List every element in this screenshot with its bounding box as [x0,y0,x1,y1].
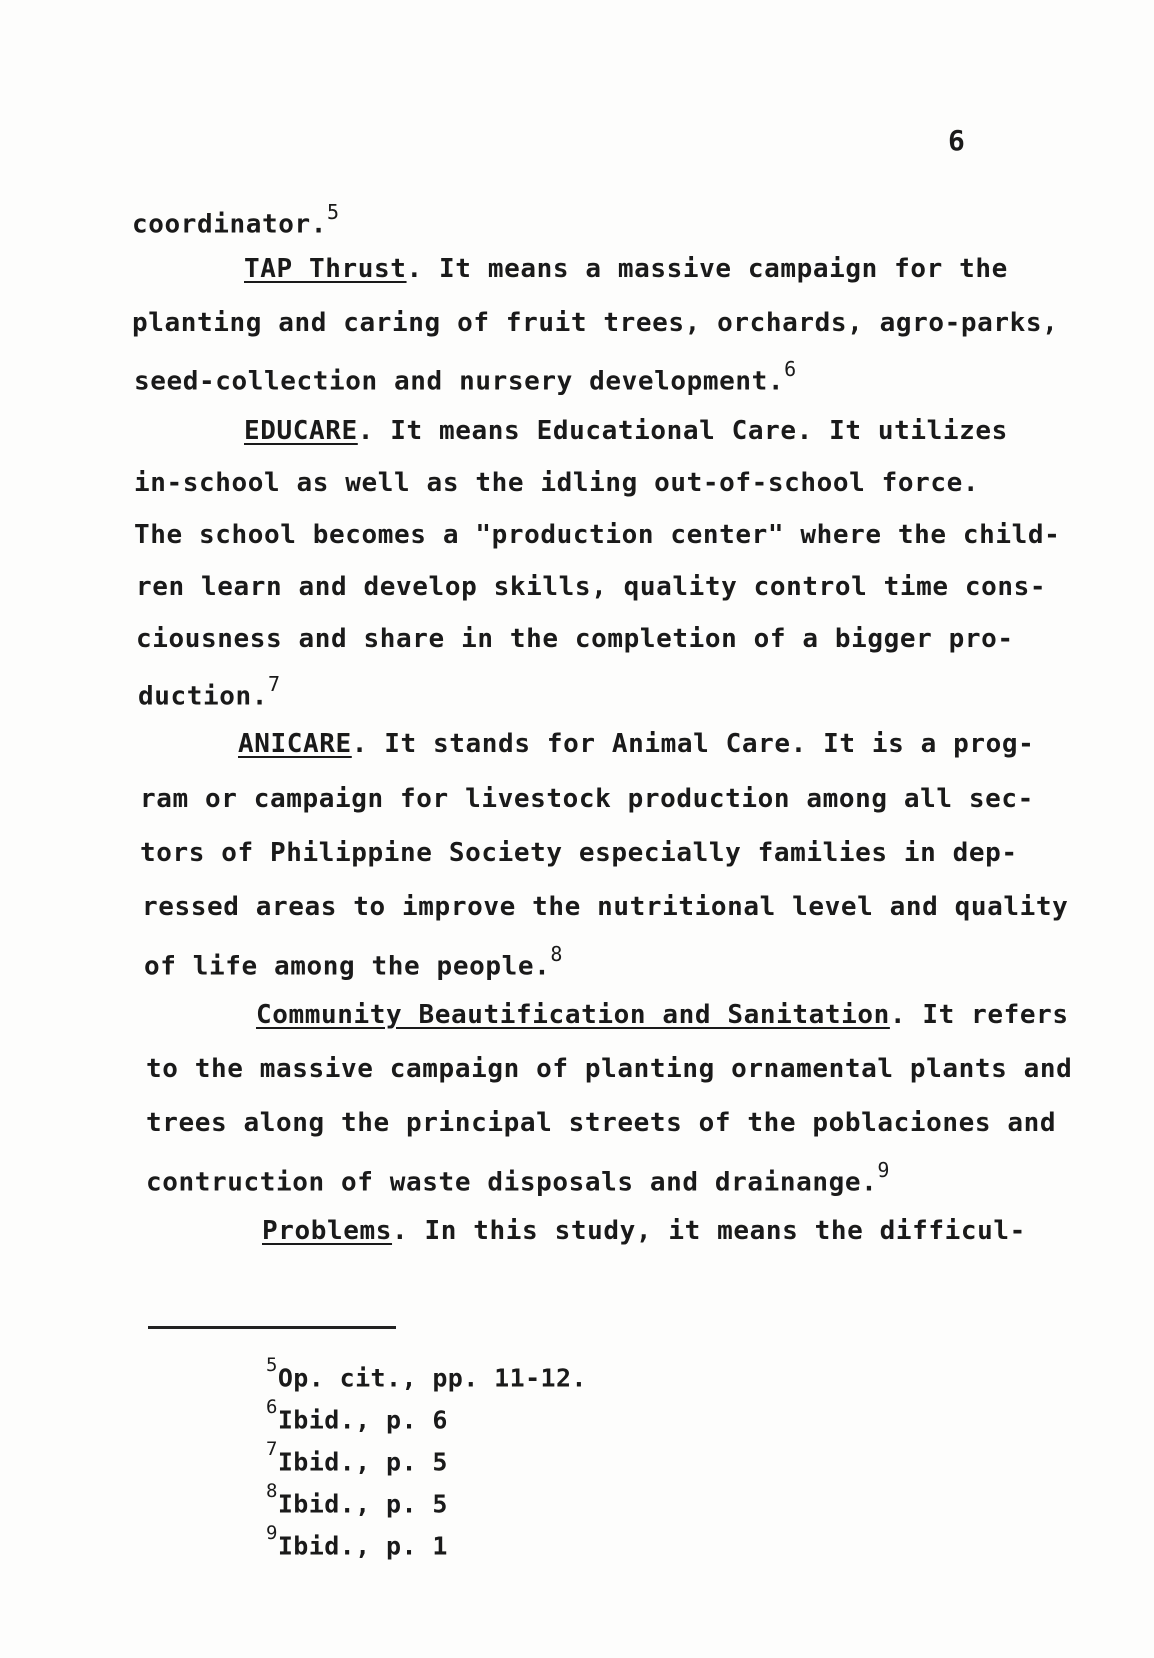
term-educare: EDUCARE [244,416,358,446]
definition-anicare-line-2: ram or campaign for livestock production among all sec- [140,784,1034,814]
definition-educare-line-4: ren learn and develop skills, quality control time cons- [136,572,1047,602]
footnote-text: Ibid., p. 5 [277,1447,448,1477]
footnote-ref: 8 [550,942,563,966]
footnote-7 [266,1438,448,1477]
footnote-ref: 6 [784,357,797,381]
definition-anicare-line-3: tors of Philippine Society especially families in dep- [140,838,1018,868]
definition-educare-line-1 [244,416,1008,446]
definition-community-line-2: to the massive campaign of planting ornamental plants and [146,1054,1073,1084]
footnote-ref: 5 [327,200,340,224]
definition-community-line-3: trees along the principal streets of the poblaciones and [146,1108,1057,1138]
definition-community-line-1 [256,1000,1069,1030]
text: duction. [138,681,269,712]
term-anicare: ANICARE [238,729,352,759]
definition-tap-line-1 [244,254,1008,284]
definition-educare-line-5: ciousness and share in the completion of a bigger pro- [136,624,1014,654]
footnote-5 [266,1354,587,1393]
definition-tap-line-3 [134,357,797,397]
text: . It means a massive campaign for the [406,254,1008,284]
definition-anicare-line-1 [238,729,1034,759]
footnote-text: Ibid., p. 1 [277,1531,448,1561]
footnote-number: 7 [266,1438,278,1460]
text: contruction of waste disposals and drainange. [146,1167,878,1198]
footnote-ref: 7 [268,672,281,696]
definition-educare-line-2: in-school as well as the idling out-of-school force. [134,468,980,498]
page-number: 6 [948,124,965,157]
text: seed-collection and nursery development. [134,366,785,397]
footnote-text: Ibid., p. 6 [277,1405,448,1435]
text: coordinator. [132,209,328,240]
footnote-number: 6 [266,1396,278,1418]
text: . It refers [889,1000,1069,1030]
footnote-text: Ibid., p. 5 [277,1489,448,1519]
footnote-divider [148,1326,396,1329]
text: . It stands for Animal Care. It is a prog- [351,729,1035,759]
footnote-text: Op. cit., pp. 11-12. [277,1363,587,1393]
definition-anicare-line-4: ressed areas to improve the nutritional level and quality [142,892,1069,922]
text: . In this study, it means the difficul- [392,1216,1026,1246]
footnote-number: 9 [266,1522,278,1544]
definition-problems-line-1 [262,1216,1026,1246]
footnote-6 [266,1396,448,1435]
footnote-ref: 9 [877,1158,891,1182]
text: . It means Educational Care. It utilizes [357,416,1008,446]
text: of life among the people. [144,951,551,982]
footnote-9 [266,1522,448,1561]
footnote-number: 5 [266,1354,278,1376]
definition-tap-line-2: planting and caring of fruit trees, orchards, agro-parks, [132,308,1059,338]
footnote-number: 8 [266,1480,278,1502]
definition-anicare-line-5 [144,942,563,982]
footnote-8 [266,1480,448,1519]
term-tap-thrust: TAP Thrust [244,254,407,284]
paragraph-continuation [132,200,340,240]
definition-community-line-4 [146,1158,891,1198]
definition-educare-line-3: The school becomes a "production center" where the child- [134,520,1061,550]
term-community-beautification: Community Beautification and Sanitation [256,1000,890,1030]
definition-educare-line-6 [138,672,281,712]
term-problems: Problems [262,1216,393,1246]
